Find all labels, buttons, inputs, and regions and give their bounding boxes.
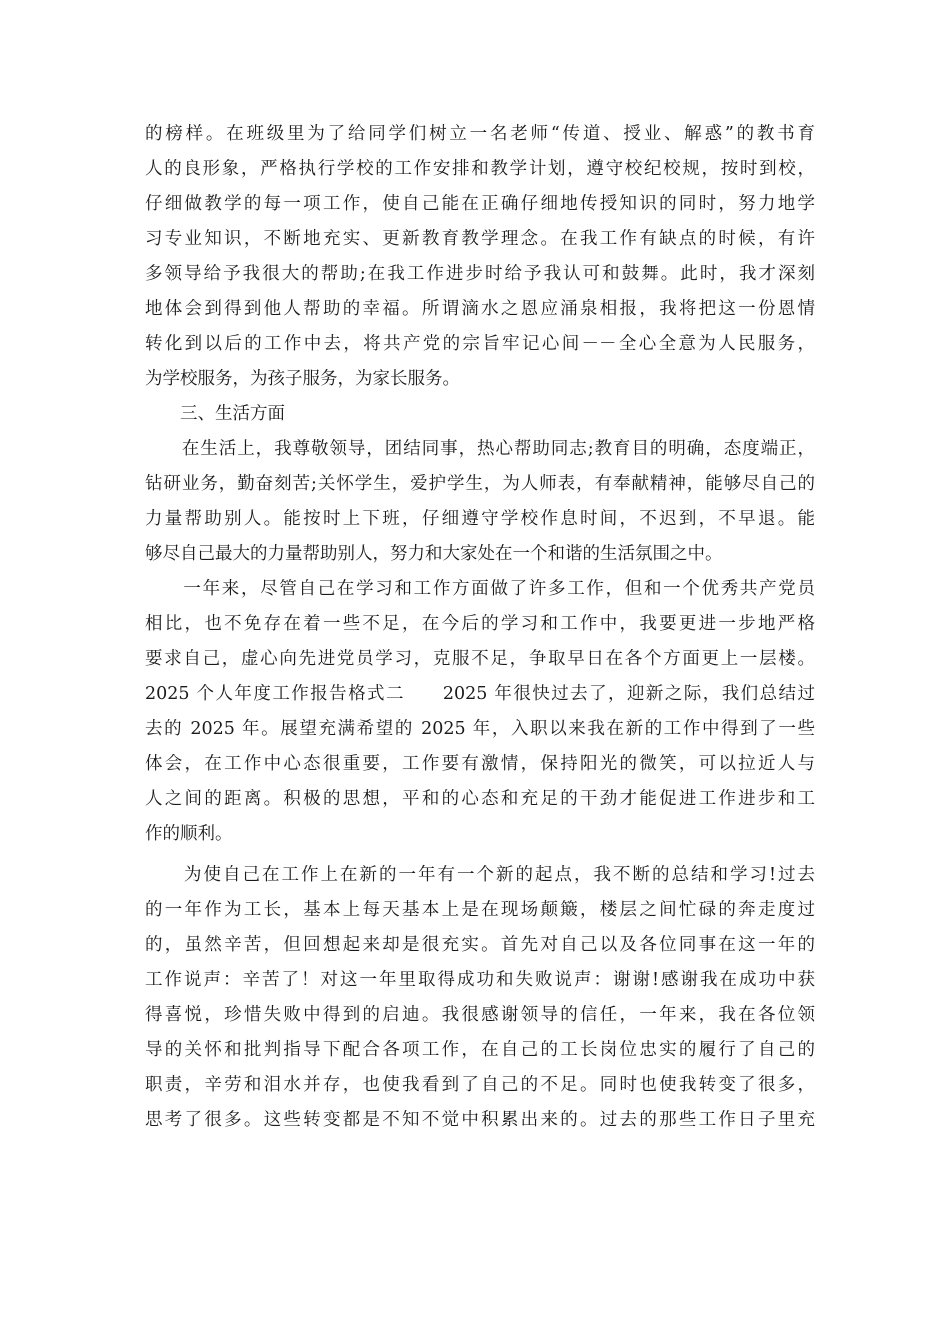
section-heading: 三、生活方面 xyxy=(145,404,285,424)
text-line: 职责，辛劳和泪水并存，也使我看到了自己的不足。同时也使我转变了很多， xyxy=(145,1075,815,1095)
text-line: 2025 个人年度工作报告格式二 2025 年很快过去了，迎新之际，我们总结过 xyxy=(145,684,815,704)
document-body xyxy=(145,117,815,1138)
text-line: 为使自己在工作上在新的一年有一个新的起点，我不断的总结和学习!过去 xyxy=(145,865,815,885)
text-line: 为学校服务，为孩子服务，为家长服务。 xyxy=(145,369,460,389)
text-line: 得喜悦，珍惜失败中得到的启迪。我很感谢领导的信任，一年来，我在各位领 xyxy=(145,1005,815,1025)
text-line: 一年来，尽管自己在学习和工作方面做了许多工作，但和一个优秀共产党员 xyxy=(145,579,815,599)
text-line: 导的关怀和批判指导下配合各项工作，在自己的工长岗位忠实的履行了自己的 xyxy=(145,1040,815,1060)
text-line: 的，虽然辛苦，但回想起来却是很充实。首先对自己以及各位同事在这一年的 xyxy=(145,935,815,955)
text-line: 仔细做教学的每一项工作，使自己能在正确仔细地传授知识的同时，努力地学 xyxy=(145,194,815,214)
text-line: 要求自己，虚心向先进党员学习，克服不足，争取早日在各个方面更上一层楼。 xyxy=(145,649,815,669)
text-line: 习专业知识，不断地充实、更新教育教学理念。在我工作有缺点的时候，有许 xyxy=(145,229,815,249)
text-line: 力量帮助别人。能按时上下班，仔细遵守学校作息时间，不迟到，不早退。能 xyxy=(145,509,815,529)
text-line: 相比，也不免存在着一些不足，在今后的学习和工作中，我要更进一步地严格 xyxy=(145,614,815,634)
text-line: 工作说声：辛苦了！对这一年里取得成功和失败说声：谢谢!感谢我在成功中获 xyxy=(145,970,815,990)
text-line: 人的良形象，严格执行学校的工作安排和教学计划，遵守校纪校规，按时到校， xyxy=(145,159,815,179)
text-line: 转化到以后的工作中去，将共产党的宗旨牢记心间－－全心全意为人民服务， xyxy=(145,334,815,354)
text-line: 地体会到得到他人帮助的幸福。所谓滴水之恩应涌泉相报，我将把这一份恩情 xyxy=(145,299,815,319)
text-line: 的一年作为工长，基本上每天基本上是在现场颠簸，楼层之间忙碌的奔走度过 xyxy=(145,900,815,920)
text-line: 的榜样。在班级里为了给同学们树立一名老师“传道、授业、解惑”的教书育 xyxy=(145,124,815,144)
text-line: 思考了很多。这些转变都是不知不觉中积累出来的。过去的那些工作日子里充 xyxy=(145,1110,815,1130)
text-line: 作的顺利。 xyxy=(145,824,233,844)
text-line: 去的 2025 年。展望充满希望的 2025 年，入职以来我在新的工作中得到了一些 xyxy=(145,719,815,739)
text-line: 多领导给予我很大的帮助;在我工作进步时给予我认可和鼓舞。此时，我才深刻 xyxy=(145,264,815,284)
text-line: 人之间的距离。积极的思想，平和的心态和充足的干劲才能促进工作进步和工 xyxy=(145,789,815,809)
text-line: 够尽自己最大的力量帮助别人，努力和大家处在一个和谐的生活氛围之中。 xyxy=(145,544,723,564)
text-line: 在生活上，我尊敬领导，团结同事，热心帮助同志;教育目的明确，态度端正， xyxy=(145,439,815,459)
text-line: 体会，在工作中心态很重要，工作要有激情，保持阳光的微笑，可以拉近人与 xyxy=(145,754,815,774)
text-line: 钻研业务，勤奋刻苦;关怀学生，爱护学生，为人师表，有奉献精神，能够尽自己的 xyxy=(145,474,815,494)
